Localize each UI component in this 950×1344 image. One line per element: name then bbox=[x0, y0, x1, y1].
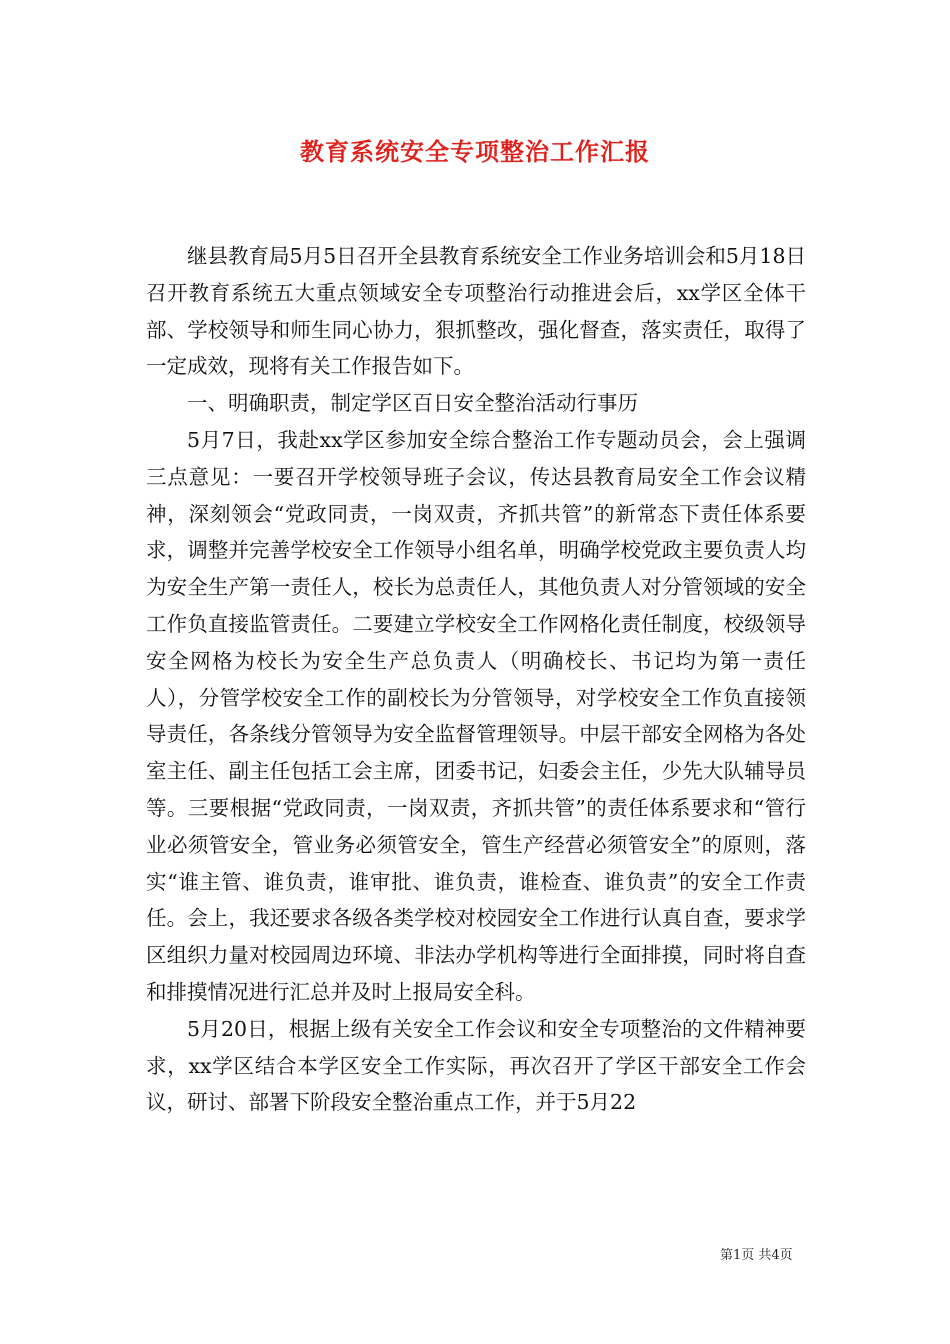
page-number-footer: 第1页 共4页 bbox=[720, 1248, 793, 1263]
paragraph-may-7: 5月7日，我赴xx学区参加安全综合整治工作专题动员会，会上强调三点意见：一要召开学校领导班子会议，传达县教育局安全工作会议精神，深刻领会“党政同责，一岗双责，齐抓共管”的新常态下责任体系要求，调整并完善学校安全工作领导小组名单，明确学校党政主要负责人均为安全生产第一责任人，校长为总责任人，其他负责人对分管领域的安全工作负直接监管责任。二要建立学校安全工作网格化责任制度，校级领导安全网格为校长为安全生产总负责人（明确校长、书记均为第一责任人），分管学校安全工作的副校长为分管领导，对学校安全工作负直接领导责任，各条线分管领导为安全监督管理领导。中层干部安全网格为各处室主任、副主任包括工会主席，团委书记，妇委会主任，少先大队辅导员等。三要根据“党政同责，一岗双责，齐抓共管”的责任体系要求和“管行业必须管安全，管业务必须管安全，管生产经营必须管安全”的原则，落实“谁主管、谁负责，谁审批、谁负责，谁检查、谁负责”的安全工作责任。会上，我还要求各级各类学校对校园安全工作进行认真自查，要求学区组织力量对校园周边环境、非法办学机构等进行全面排摸，同时将自查和排摸情况进行汇总并及时上报局安全科。 bbox=[146, 427, 806, 1004]
document-title: 教育系统安全专项整治工作汇报 bbox=[300, 137, 650, 166]
paragraph-may-20: 5月20日，根据上级有关安全工作会议和安全专项整治的文件精神要求，xx学区结合本学区安全工作实际，再次召开了学区干部安全工作会议，研讨、部署下阶段安全整治重点工作，并于5月22 bbox=[146, 1016, 806, 1115]
document-body bbox=[146, 238, 806, 1121]
section-heading-1: 一、明确职责，制定学区百日安全整治活动行事历 bbox=[187, 391, 638, 416]
paragraph-intro: 继县教育局5月5日召开全县教育系统安全工作业务培训会和5月18日召开教育系统五大重点领域安全专项整治行动推进会后，xx学区全体干部、学校领导和师生同心协力，狠抓整改，强化督查，落实责任，取得了一定成效，现将有关工作报告如下。 bbox=[146, 244, 806, 379]
